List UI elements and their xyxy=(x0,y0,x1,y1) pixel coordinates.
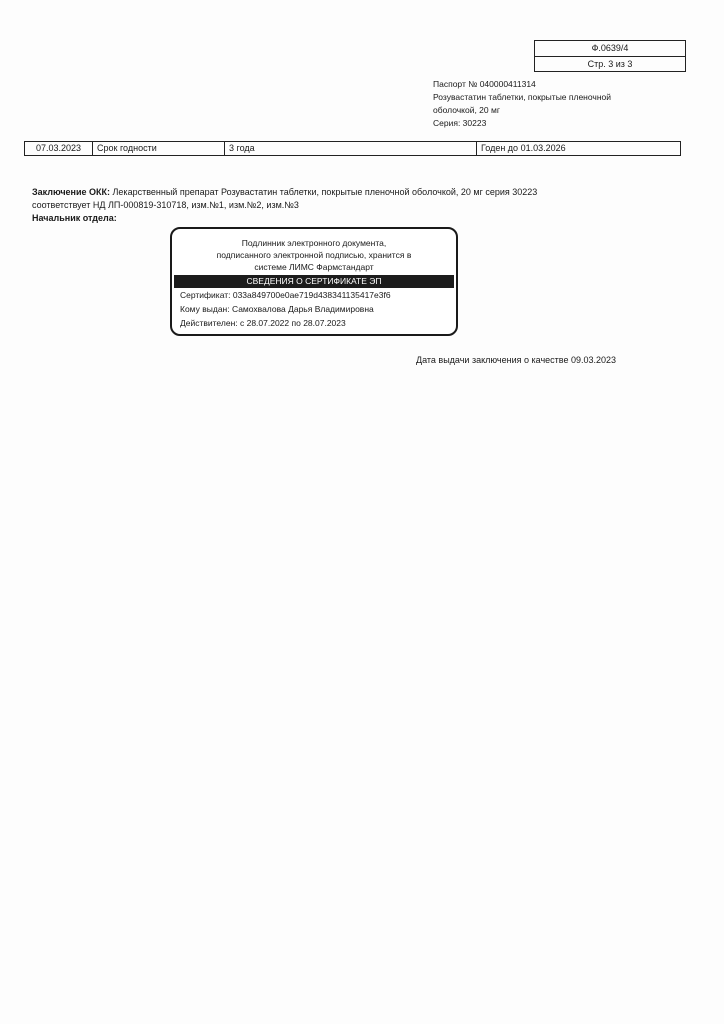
stamp-line3: системе ЛИМС Фармстандарт xyxy=(254,262,374,272)
department-head-label: Начальник отдела: xyxy=(32,213,117,223)
series-number: Серия: 30223 xyxy=(433,118,487,128)
certificate-validity: Действителен: с 28.07.2022 по 28.07.2023 xyxy=(180,318,346,328)
certificate-info-band: СВЕДЕНИЯ О СЕРТИФИКАТЕ ЭП xyxy=(174,275,454,288)
issue-date: Дата выдачи заключения о качестве 09.03.2023 xyxy=(416,355,616,365)
conclusion-text2: соответствует НД ЛП-000819-310718, изм.№1, изм.№2, изм.№3 xyxy=(32,200,299,210)
valid-until: Годен до 01.03.2026 xyxy=(481,143,566,153)
test-date: 07.03.2023 xyxy=(25,142,93,155)
certificate-id: Сертификат: 033a849700e0ae719d438341135417e3f6 xyxy=(180,290,391,300)
stamp-line2: подписанного электронной подписью, хранится в xyxy=(216,250,412,260)
page-number: Стр. 3 из 3 xyxy=(587,59,633,69)
product-name-line1: Розувастатин таблетки, покрытые пленочной xyxy=(433,92,612,102)
product-name-line2: оболочкой, 20 мг xyxy=(433,105,500,115)
stamp-line1: Подлинник электронного документа, xyxy=(241,238,387,248)
conclusion-block xyxy=(32,186,632,225)
form-code: Ф.0639/4 xyxy=(535,41,685,57)
certificate-owner: Кому выдан: Самохвалова Дарья Владимировна xyxy=(180,304,374,314)
conclusion-line1 xyxy=(32,186,632,199)
passport-number: Паспорт № 040000411314 xyxy=(433,79,536,89)
passport-block xyxy=(433,78,633,130)
conclusion-label: Заключение ОКК: xyxy=(32,187,111,197)
form-code-box xyxy=(534,40,686,72)
electronic-signature-stamp xyxy=(170,227,458,336)
stamp-header xyxy=(172,229,456,275)
expiry-value: 3 года xyxy=(225,142,477,155)
conclusion-text1: Лекарственный препарат Розувастатин таблетки, покрытые пленочной оболочкой, 20 мг серия 30223 xyxy=(110,187,538,197)
expiry-label: Срок годности xyxy=(93,142,225,155)
expiry-table-row xyxy=(24,141,681,156)
